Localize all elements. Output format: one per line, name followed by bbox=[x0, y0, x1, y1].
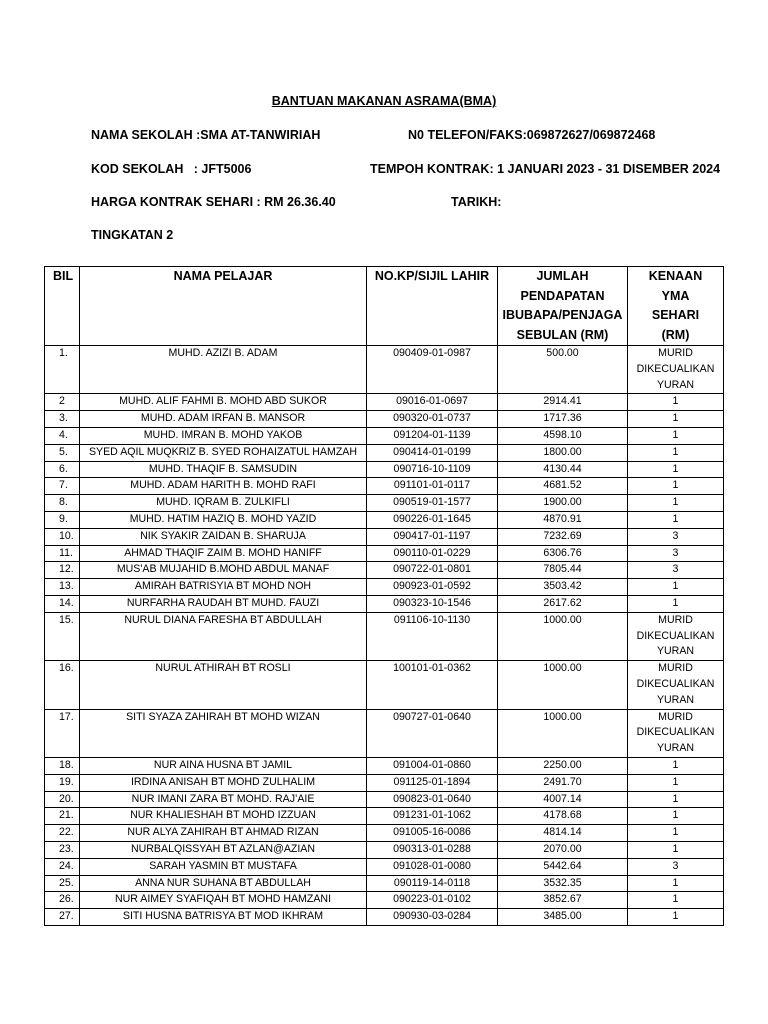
cell-nama: NUR AIMEY SYAFIQAH BT MOHD HAMZANI bbox=[80, 892, 367, 909]
cell-pendapatan: 3485.00 bbox=[498, 909, 628, 926]
cell-nama: NURUL ATHIRAH BT ROSLI bbox=[80, 661, 367, 709]
cell-nama: SARAH YASMIN BT MUSTAFA bbox=[80, 858, 367, 875]
table-row bbox=[45, 892, 724, 909]
table-row bbox=[45, 444, 724, 461]
header-bil: BIL bbox=[45, 267, 80, 346]
table-row bbox=[45, 875, 724, 892]
cell-pendapatan: 1800.00 bbox=[498, 444, 628, 461]
cell-kenaan: 1 bbox=[628, 461, 724, 478]
cell-pendapatan: 2070.00 bbox=[498, 841, 628, 858]
cell-kp: 090823-01-0640 bbox=[367, 791, 498, 808]
table-row bbox=[45, 528, 724, 545]
cell-pendapatan: 4598.10 bbox=[498, 427, 628, 444]
cell-kp: 090409-01-0987 bbox=[367, 346, 498, 394]
cell-kenaan: 1 bbox=[628, 478, 724, 495]
cell-bil: 4. bbox=[45, 427, 80, 444]
cell-kp: 090727-01-0640 bbox=[367, 709, 498, 757]
cell-kp: 090119-14-0118 bbox=[367, 875, 498, 892]
table-row bbox=[45, 774, 724, 791]
cell-pendapatan: 7805.44 bbox=[498, 562, 628, 579]
cell-bil: 10. bbox=[45, 528, 80, 545]
table-row bbox=[45, 511, 724, 528]
table-row bbox=[45, 579, 724, 596]
cell-nama: SITI SYAZA ZAHIRAH BT MOHD WIZAN bbox=[80, 709, 367, 757]
cell-pendapatan: 3503.42 bbox=[498, 579, 628, 596]
cell-bil: 9. bbox=[45, 511, 80, 528]
header-kenaan: KENAAN YMA SEHARI (RM) bbox=[628, 267, 724, 346]
cell-nama: NUR AINA HUSNA BT JAMIL bbox=[80, 757, 367, 774]
cell-kenaan: 1 bbox=[628, 892, 724, 909]
cell-bil: 3. bbox=[45, 411, 80, 428]
cell-kenaan: 1 bbox=[628, 579, 724, 596]
cell-nama: MUHD. AZIZI B. ADAM bbox=[80, 346, 367, 394]
cell-kp: 090226-01-1645 bbox=[367, 511, 498, 528]
table-row bbox=[45, 791, 724, 808]
cell-bil: 7. bbox=[45, 478, 80, 495]
cell-kenaan: MURID DIKECUALIKAN YURAN bbox=[628, 346, 724, 394]
table-row bbox=[45, 709, 724, 757]
cell-kp: 091028-01-0080 bbox=[367, 858, 498, 875]
table-row bbox=[45, 562, 724, 579]
cell-pendapatan: 4007.14 bbox=[498, 791, 628, 808]
cell-nama: MUHD. ADAM HARITH B. MOHD RAFI bbox=[80, 478, 367, 495]
cell-bil: 14. bbox=[45, 595, 80, 612]
cell-pendapatan: 500.00 bbox=[498, 346, 628, 394]
cell-kenaan: 1 bbox=[628, 511, 724, 528]
cell-nama: SITI HUSNA BATRISYA BT MOD IKHRAM bbox=[80, 909, 367, 926]
cell-kenaan: 1 bbox=[628, 841, 724, 858]
cell-kenaan: 1 bbox=[628, 444, 724, 461]
harga-kontrak: HARGA KONTRAK SEHARI : RM 26.36.40 bbox=[91, 195, 336, 209]
cell-pendapatan: 3532.35 bbox=[498, 875, 628, 892]
cell-kenaan: 3 bbox=[628, 545, 724, 562]
cell-nama: ANNA NUR SUHANA BT ABDULLAH bbox=[80, 875, 367, 892]
cell-kenaan: MURID DIKECUALIKAN YURAN bbox=[628, 709, 724, 757]
table-row bbox=[45, 346, 724, 394]
tingkatan: TINGKATAN 2 bbox=[91, 228, 174, 242]
table-row bbox=[45, 411, 724, 428]
table-row bbox=[45, 595, 724, 612]
table-row bbox=[45, 808, 724, 825]
cell-kp: 091125-01-1894 bbox=[367, 774, 498, 791]
cell-nama: NUR IMANI ZARA BT MOHD. RAJ’AIE bbox=[80, 791, 367, 808]
cell-bil: 5. bbox=[45, 444, 80, 461]
cell-pendapatan: 2491.70 bbox=[498, 774, 628, 791]
table-row bbox=[45, 909, 724, 926]
table-row bbox=[45, 478, 724, 495]
cell-kp: 090223-01-0102 bbox=[367, 892, 498, 909]
cell-nama: NUR ALYA ZAHIRAH BT AHMAD RIZAN bbox=[80, 825, 367, 842]
cell-nama: MUHD. IMRAN B. MOHD YAKOB bbox=[80, 427, 367, 444]
cell-kp: 100101-01-0362 bbox=[367, 661, 498, 709]
cell-bil: 25. bbox=[45, 875, 80, 892]
cell-nama: MUHD. ADAM IRFAN B. MANSOR bbox=[80, 411, 367, 428]
cell-kp: 090320-01-0737 bbox=[367, 411, 498, 428]
table-row bbox=[45, 427, 724, 444]
cell-kp: 090923-01-0592 bbox=[367, 579, 498, 596]
cell-pendapatan: 6306.76 bbox=[498, 545, 628, 562]
cell-kenaan: 1 bbox=[628, 595, 724, 612]
cell-kenaan: 1 bbox=[628, 774, 724, 791]
cell-nama: IRDINA ANISAH BT MOHD ZULHALIM bbox=[80, 774, 367, 791]
cell-kenaan: 1 bbox=[628, 808, 724, 825]
table-row bbox=[45, 394, 724, 411]
cell-kenaan: 1 bbox=[628, 427, 724, 444]
cell-nama: NURBALQISSYAH BT AZLAN@AZIAN bbox=[80, 841, 367, 858]
cell-pendapatan: 4814.14 bbox=[498, 825, 628, 842]
table-row bbox=[45, 612, 724, 660]
cell-bil: 24. bbox=[45, 858, 80, 875]
tempoh-kontrak: TEMPOH KONTRAK: 1 JANUARI 2023 - 31 DISEMBER 2024 bbox=[370, 162, 721, 176]
cell-bil: 11. bbox=[45, 545, 80, 562]
table-row bbox=[45, 545, 724, 562]
cell-kp: 090323-10-1546 bbox=[367, 595, 498, 612]
cell-bil: 13. bbox=[45, 579, 80, 596]
cell-pendapatan: 1900.00 bbox=[498, 495, 628, 512]
cell-bil: 18. bbox=[45, 757, 80, 774]
cell-bil: 16. bbox=[45, 661, 80, 709]
cell-kp: 090519-01-1577 bbox=[367, 495, 498, 512]
cell-kenaan: 1 bbox=[628, 411, 724, 428]
cell-kenaan: 1 bbox=[628, 495, 724, 512]
table-row bbox=[45, 461, 724, 478]
table-header-row bbox=[45, 267, 724, 346]
cell-pendapatan: 4681.52 bbox=[498, 478, 628, 495]
cell-pendapatan: 1000.00 bbox=[498, 661, 628, 709]
cell-bil: 2 bbox=[45, 394, 80, 411]
table-row bbox=[45, 841, 724, 858]
cell-bil: 6. bbox=[45, 461, 80, 478]
cell-kp: 090722-01-0801 bbox=[367, 562, 498, 579]
student-table bbox=[44, 266, 724, 926]
table-row bbox=[45, 858, 724, 875]
cell-kenaan: 1 bbox=[628, 825, 724, 842]
cell-bil: 21. bbox=[45, 808, 80, 825]
cell-nama: NUR KHALIESHAH BT MOHD IZZUAN bbox=[80, 808, 367, 825]
cell-kp: 09016-01-0697 bbox=[367, 394, 498, 411]
cell-kp: 091005-16-0086 bbox=[367, 825, 498, 842]
table-row bbox=[45, 661, 724, 709]
header-nama: NAMA PELAJAR bbox=[80, 267, 367, 346]
telefon: N0 TELEFON/FAKS:069872627/069872468 bbox=[408, 128, 656, 142]
cell-kp: 090930-03-0284 bbox=[367, 909, 498, 926]
cell-pendapatan: 1717.36 bbox=[498, 411, 628, 428]
document-title: BANTUAN MAKANAN ASRAMA(BMA) bbox=[271, 94, 497, 108]
cell-nama: NURUL DIANA FARESHA BT ABDULLAH bbox=[80, 612, 367, 660]
table-row bbox=[45, 825, 724, 842]
cell-pendapatan: 2250.00 bbox=[498, 757, 628, 774]
cell-nama: MUHD. IQRAM B. ZULKIFLI bbox=[80, 495, 367, 512]
cell-kenaan: 1 bbox=[628, 757, 724, 774]
cell-nama: NURFARHA RAUDAH BT MUHD. FAUZI bbox=[80, 595, 367, 612]
cell-bil: 27. bbox=[45, 909, 80, 926]
cell-bil: 26. bbox=[45, 892, 80, 909]
cell-kenaan: MURID DIKECUALIKAN YURAN bbox=[628, 612, 724, 660]
cell-kenaan: 1 bbox=[628, 909, 724, 926]
cell-bil: 22. bbox=[45, 825, 80, 842]
cell-kp: 091106-10-1130 bbox=[367, 612, 498, 660]
cell-kp: 090313-01-0288 bbox=[367, 841, 498, 858]
nama-sekolah: NAMA SEKOLAH :SMA AT-TANWIRIAH bbox=[91, 128, 321, 142]
cell-kp: 091231-01-1062 bbox=[367, 808, 498, 825]
cell-nama: MUHD. THAQIF B. SAMSUDIN bbox=[80, 461, 367, 478]
cell-kp: 090110-01-0229 bbox=[367, 545, 498, 562]
cell-kenaan: 1 bbox=[628, 875, 724, 892]
cell-nama: AHMAD THAQIF ZAIM B. MOHD HANIFF bbox=[80, 545, 367, 562]
cell-nama: MUHD. ALIF FAHMI B. MOHD ABD SUKOR bbox=[80, 394, 367, 411]
cell-nama: SYED AQIL MUQKRIZ B. SYED ROHAIZATUL HAMZAH bbox=[80, 444, 367, 461]
cell-kp: 091004-01-0860 bbox=[367, 757, 498, 774]
header-pendapatan: JUMLAH PENDAPATAN IBUBAPA/PENJAGA SEBULAN (RM) bbox=[498, 267, 628, 346]
cell-nama: MUHD. HATIM HAZIQ B. MOHD YAZID bbox=[80, 511, 367, 528]
kod-sekolah: KOD SEKOLAH : JFT5006 bbox=[91, 162, 252, 176]
cell-kenaan: 3 bbox=[628, 562, 724, 579]
cell-kenaan: 3 bbox=[628, 858, 724, 875]
cell-bil: 1. bbox=[45, 346, 80, 394]
cell-nama: AMIRAH BATRISYIA BT MOHD NOH bbox=[80, 579, 367, 596]
tarikh: TARIKH: bbox=[451, 195, 502, 209]
cell-pendapatan: 2914.41 bbox=[498, 394, 628, 411]
cell-bil: 15. bbox=[45, 612, 80, 660]
cell-pendapatan: 3852.67 bbox=[498, 892, 628, 909]
cell-pendapatan: 1000.00 bbox=[498, 709, 628, 757]
cell-kp: 091101-01-0117 bbox=[367, 478, 498, 495]
cell-bil: 20. bbox=[45, 791, 80, 808]
header-kp: NO.KP/SIJIL LAHIR bbox=[367, 267, 498, 346]
cell-pendapatan: 7232.69 bbox=[498, 528, 628, 545]
table-row bbox=[45, 495, 724, 512]
cell-bil: 19. bbox=[45, 774, 80, 791]
cell-bil: 17. bbox=[45, 709, 80, 757]
cell-bil: 8. bbox=[45, 495, 80, 512]
cell-kp: 090716-10-1109 bbox=[367, 461, 498, 478]
cell-kp: 090414-01-0199 bbox=[367, 444, 498, 461]
cell-nama: NIK SYAKIR ZAIDAN B. SHARUJA bbox=[80, 528, 367, 545]
cell-pendapatan: 4178.68 bbox=[498, 808, 628, 825]
cell-pendapatan: 2617.62 bbox=[498, 595, 628, 612]
cell-pendapatan: 1000.00 bbox=[498, 612, 628, 660]
cell-kp: 091204-01-1139 bbox=[367, 427, 498, 444]
cell-pendapatan: 4130.44 bbox=[498, 461, 628, 478]
cell-kp: 090417-01-1197 bbox=[367, 528, 498, 545]
cell-nama: MUS'AB MUJAHID B.MOHD ABDUL MANAF bbox=[80, 562, 367, 579]
cell-bil: 23. bbox=[45, 841, 80, 858]
cell-kenaan: 3 bbox=[628, 528, 724, 545]
cell-kenaan: 1 bbox=[628, 791, 724, 808]
table-row bbox=[45, 757, 724, 774]
cell-pendapatan: 5442.64 bbox=[498, 858, 628, 875]
cell-bil: 12. bbox=[45, 562, 80, 579]
cell-kenaan: MURID DIKECUALIKAN YURAN bbox=[628, 661, 724, 709]
cell-kenaan: 1 bbox=[628, 394, 724, 411]
cell-pendapatan: 4870.91 bbox=[498, 511, 628, 528]
